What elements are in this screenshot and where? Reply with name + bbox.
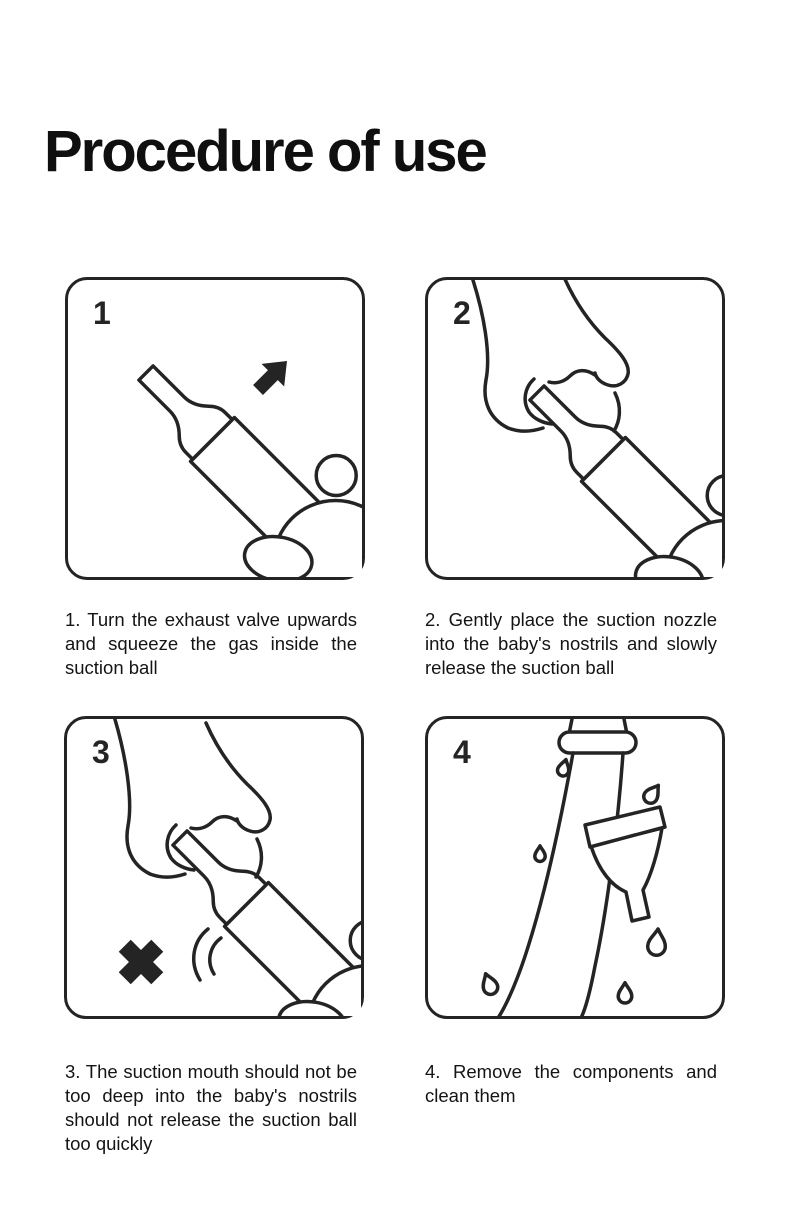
nasal-aspirator [127, 780, 361, 1016]
water-drop-icon [647, 928, 667, 956]
step-caption-3: 3. The suction mouth should not be too deep into the baby's nostrils should not release the suction ball too quickly [65, 1060, 357, 1154]
water-drop-icon [556, 758, 571, 777]
faucet-ring [559, 732, 636, 753]
step-caption-2: 2. Gently place the suction nozzle into the baby's nostrils and slowly release the suction ball [425, 608, 717, 678]
nose-tip-curve [549, 371, 595, 383]
squeeze-motion-lines [194, 929, 221, 980]
cheek-line [114, 719, 185, 877]
step-caption-1: 1. Turn the exhaust valve upwards and squeeze the gas inside the suction ball [65, 608, 357, 678]
nose-bridge [206, 723, 270, 832]
step-number: 1 [93, 295, 111, 331]
step-panel-1 [65, 277, 365, 580]
water-drop-icon [641, 781, 664, 806]
nozzle-component [585, 807, 665, 921]
faucet [559, 719, 636, 753]
nose-bridge [564, 280, 628, 386]
step-4-illustration [428, 719, 722, 1016]
finger-knuckle [308, 447, 362, 504]
step-caption-4: 4. Remove the components and clean them [425, 1060, 717, 1106]
nose-tip-curve [191, 817, 237, 829]
water-drop-icon [618, 983, 632, 1003]
nasal-aspirator [93, 315, 362, 577]
upper-lip-line [256, 839, 261, 877]
water-drop-icon [535, 846, 545, 862]
page-title: Procedure of use [44, 119, 486, 184]
step-number: 2 [453, 295, 471, 331]
step-3-illustration [67, 719, 361, 1016]
cross-icon [108, 929, 173, 994]
upper-lip-line [614, 393, 619, 431]
step-2-illustration [428, 280, 722, 577]
step-number: 3 [92, 734, 110, 770]
arrow-up-right-icon [247, 350, 299, 402]
step-number: 4 [453, 734, 471, 770]
step-panel-2 [425, 277, 725, 580]
water-drop-icon [479, 971, 500, 996]
step-panel-4 [425, 716, 725, 1019]
cheek-line [472, 280, 543, 431]
nasal-aspirator [484, 335, 722, 577]
water-stream [498, 753, 623, 1016]
step-1-illustration [68, 280, 362, 577]
step-panel-3 [64, 716, 364, 1019]
